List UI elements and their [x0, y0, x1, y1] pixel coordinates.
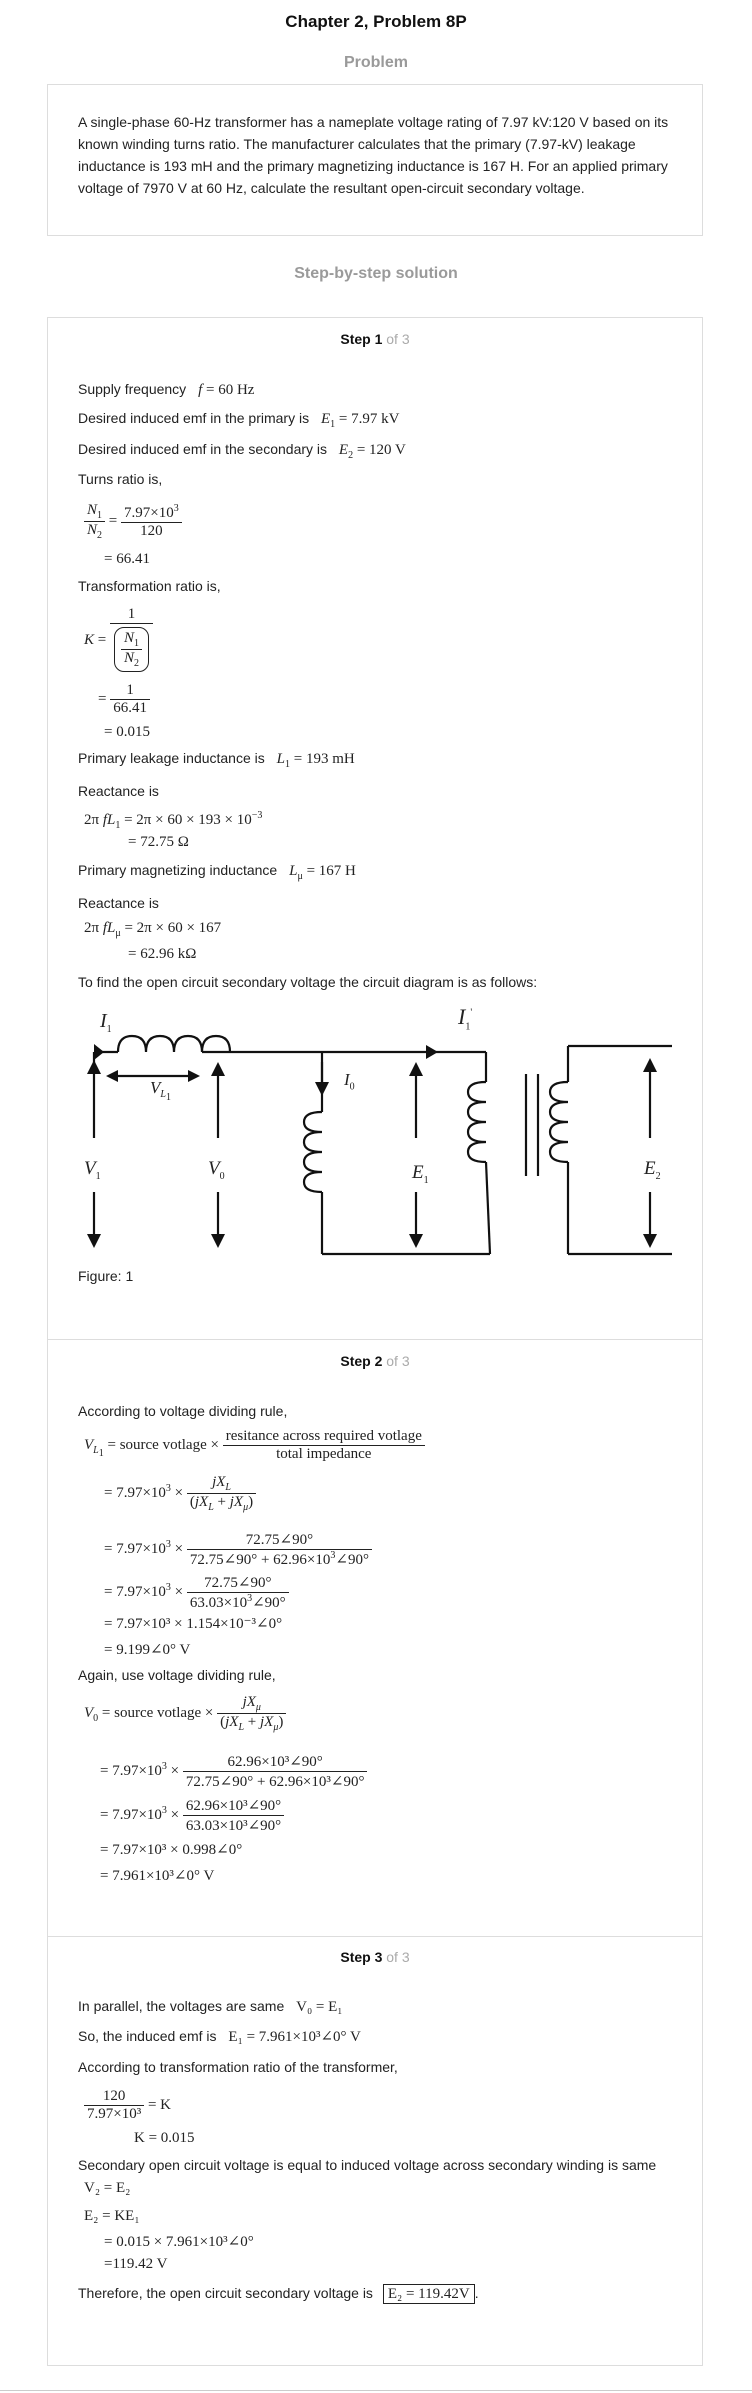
ratio-label: According to transformation ratio of the transformer,	[78, 2059, 398, 2075]
problem-label: Problem	[343, 54, 408, 71]
v0-line-3: = $7.97\times 10^3$ × $\frac{\text{62.96×10³∠90°}}{\text{63.03×10³∠90°}}$	[100, 1796, 284, 1835]
step-2-header	[47, 1353, 703, 1369]
vl1-line-2: = $7.97\times 10^3$ × $\frac{72.75\angle 90^\circ}{72.75\angle 90^\circ + 62.96\times 10^3\angle 90^\circ}$	[104, 1530, 372, 1569]
step-divider	[47, 1936, 703, 1937]
step-word: Step 3	[340, 1949, 383, 1965]
supply-text: Supply frequency	[78, 381, 187, 397]
k-value: K = 0.015	[134, 2130, 195, 2146]
res-den: total impedance	[223, 1445, 425, 1463]
step-count: of 3	[382, 1353, 410, 1369]
step-1-header	[47, 331, 703, 347]
v0-line-5: = 7.961×10³∠0° V	[100, 1868, 215, 1884]
label-e1-text: E	[412, 1162, 424, 1183]
step-word: Step 2	[340, 1353, 383, 1369]
label-v0-text: V	[208, 1158, 220, 1179]
turns-ratio-label: Turns ratio is,	[78, 471, 163, 487]
label-vl1: $V_{L_1}$	[150, 1078, 171, 1104]
m2-num: 62.96×10³∠90°	[227, 1754, 323, 1770]
ratio-equation	[84, 2088, 171, 2123]
supply-line: Supply frequency f = 60 Hz	[78, 381, 255, 398]
leakage-text: Primary leakage inductance is	[78, 750, 265, 766]
vl1-line-3: = $7.97\times 10^3$ × $\frac{72.75\angle 90^\circ}{63.03\times 10^3\angle 90^\circ}$	[104, 1573, 289, 1612]
reactance-2-eq: = 2π × 60 × 167	[124, 920, 222, 936]
label-i1p-text: I	[458, 1004, 466, 1029]
emf-secondary-value: = 120 V	[356, 442, 406, 458]
res-num: resitance across required votlage	[225, 1428, 422, 1444]
magnetizing-text: Primary magnetizing inductance	[78, 862, 278, 878]
label-i0: $I_0$	[344, 1070, 355, 1093]
reactance-1-equation: 2π $fL_1 = 2\pi \times 60 \times 193 \times 10^{-3}$	[84, 810, 263, 831]
label-e1: $E_1$	[412, 1162, 429, 1186]
vl1-line-4: = 7.97×10³ × 1.154×10⁻³∠0°	[104, 1616, 283, 1632]
l3-den: 63.03×10	[189, 1595, 248, 1611]
ratio-eq: = K	[147, 2096, 172, 2113]
turns-num: 7.97×10	[123, 505, 174, 521]
therefore-text: Therefore, the open circuit secondary voltage is	[78, 2285, 373, 2301]
emf-primary-value: = 7.97 kV	[338, 411, 400, 427]
step-divider	[47, 1339, 703, 1340]
magnetizing-value: = 167 H	[306, 863, 356, 879]
e2-ke1: E₂ = KE₁	[84, 2208, 140, 2224]
v0-line-4: = 7.97×10³ × 0.998∠0°	[100, 1842, 243, 1858]
label-i1-prime: $I_1'$	[458, 1004, 473, 1033]
label-i1-text: I	[100, 1010, 107, 1032]
ratio-num: 120	[102, 2088, 126, 2104]
label-v0: $V_0$	[208, 1158, 225, 1182]
label-v1-text: V	[84, 1158, 96, 1179]
answer-period: .	[474, 2285, 479, 2301]
page-title: Chapter 2, Problem 8P	[285, 12, 467, 31]
k-equation: K = $\frac{1}{\frac{N_1}{N_2}}$	[84, 606, 153, 675]
turns-ratio-equation: $\frac{N_1}{N_2}$ = $\frac{7.97\times 10^3}{120}$	[84, 502, 182, 541]
circuit-diagram	[78, 1002, 678, 1264]
step-word: Step 1	[340, 331, 383, 347]
step-3-header	[47, 1949, 703, 1965]
step-count: of 3	[382, 331, 410, 347]
k-result-den: 66.41	[110, 699, 150, 717]
label-e2-text: E	[644, 1158, 656, 1179]
leakage-line: Primary leakage inductance is $L_1 = 193$ mH	[78, 750, 355, 770]
parallel-eq: V₀ = E₁	[296, 1999, 343, 2015]
label-i1: $I_1$	[100, 1010, 112, 1035]
figure-caption: Figure: 1	[78, 1268, 134, 1284]
e2-calc: = 0.015 × 7.961×10³∠0°	[104, 2234, 254, 2250]
page-bottom-border	[0, 2390, 752, 2391]
emf-primary-line: Desired induced emf in the primary is $E_1 = 7.97$ kV	[78, 410, 400, 430]
v2-e2: V₂ = E₂	[84, 2180, 131, 2196]
solution-label: Step-by-step solution	[294, 265, 458, 282]
k-result-1: = $\frac{1}{66.41}$	[98, 682, 150, 717]
circuit-intro: To find the open circuit secondary voltage the circuit diagram is as follows:	[78, 974, 538, 990]
k-result-2: = 0.015	[104, 724, 150, 740]
step-count: of 3	[382, 1949, 410, 1965]
transformation-label: Transformation ratio is,	[78, 578, 221, 594]
leakage-value: = 193 mH	[293, 751, 355, 767]
label-i0-text: I	[344, 1070, 350, 1089]
v0-line-2: = $7.97\times 10^3$ × $\frac{\text{62.96×10³∠90°}}{\text{72.75∠90° + 62.96×10³∠90°}}$	[100, 1752, 367, 1791]
magnetizing-line: Primary magnetizing inductance $L_\mu = 167$ H	[78, 862, 356, 882]
emf-primary-text: Desired induced emf in the primary is	[78, 410, 310, 426]
induced-line	[78, 2027, 361, 2046]
l1-text: = 7.97×10	[104, 1484, 166, 1501]
vl1-line-5: = 9.199∠0° V	[104, 1642, 191, 1658]
induced-eq: E₁ = 7.961×10³∠0° V	[228, 2029, 361, 2045]
m3-den: 63.03×10³∠90°	[183, 1815, 284, 1835]
reactance-1-result: = 72.75 Ω	[128, 834, 189, 850]
m3-num: 62.96×10³∠90°	[185, 1798, 282, 1814]
turns-result: = 66.41	[104, 551, 150, 567]
induced-text: So, the induced emf is	[78, 2028, 217, 2044]
problem-box	[47, 84, 703, 236]
emf-secondary-text: Desired induced emf in the secondary is	[78, 441, 328, 457]
vl1-line-1: = $7.97\times 10^3$ × $\frac{jX_L}{(jX_L + jX_\mu)}$	[104, 1474, 256, 1513]
reactance-2-result: = 62.96 kΩ	[128, 946, 197, 962]
label-e2: $E_2$	[644, 1158, 661, 1182]
rule-2: Again, use voltage dividing rule,	[78, 1667, 276, 1683]
turns-den: 120	[121, 522, 182, 540]
v0-definition: $V_0$ = source votlage × $\frac{jX_\mu}{(jX_L + jX_\mu)}$	[84, 1694, 286, 1733]
steps-top-border	[47, 317, 703, 318]
e2-result: =119.42 V	[104, 2256, 168, 2272]
ratio-den: 7.97×10³	[84, 2105, 144, 2123]
problem-text: A single-phase 60-Hz transformer has a nameplate voltage rating of 7.97 kV:120 V based on its known winding turns ratio. The manufacturer calculates that the primary (7.97-kV) leakage inductance is 193 mH and the primary magnetizing inductance is 167 H. For an applied primary voltage of 7970 V at 60 Hz, calculate the resultant open-circuit secondary voltage.	[78, 114, 669, 196]
rule-1: According to voltage dividing rule,	[78, 1403, 288, 1419]
l3-num: 72.75∠90°	[204, 1575, 272, 1591]
reactance-2-label: Reactance is	[78, 895, 159, 911]
parallel-line	[78, 1998, 343, 2016]
secondary-text: Secondary open circuit voltage is equal to induced voltage across secondary winding is same	[78, 2157, 657, 2173]
therefore-line	[78, 2285, 479, 2303]
reactance-1-label: Reactance is	[78, 783, 159, 799]
reactance-2-equation: 2π $fL_\mu = 2\pi \times 60 \times 167$	[84, 920, 222, 939]
m2-den: 72.75∠90° + 62.96×10³∠90°	[183, 1771, 368, 1791]
emf-secondary-line: Desired induced emf in the secondary is $E_2 = 120$ V	[78, 441, 406, 461]
source-voltage-text: = source votlage ×	[107, 1436, 219, 1453]
label-vl1-text: V	[150, 1078, 161, 1097]
k-one: 1	[127, 606, 136, 622]
l2-den: 72.75∠90° + 62.96×10	[189, 1552, 331, 1568]
l2-num: 72.75∠90°	[245, 1532, 314, 1548]
label-v1: $V_1$	[84, 1158, 101, 1182]
steps-bottom-border	[47, 2365, 703, 2366]
reactance-1-eq: = 2π × 60 × 193 × 10	[124, 812, 252, 828]
parallel-text: In parallel, the voltages are same	[78, 1998, 285, 2014]
vl1-definition: $V_{L_1}$ = source votlage × $\frac{\text{resitance across required votlage}}{\text{total impedance}}$	[84, 1428, 425, 1463]
answer-box: E₂ = 119.42V	[383, 2284, 475, 2304]
